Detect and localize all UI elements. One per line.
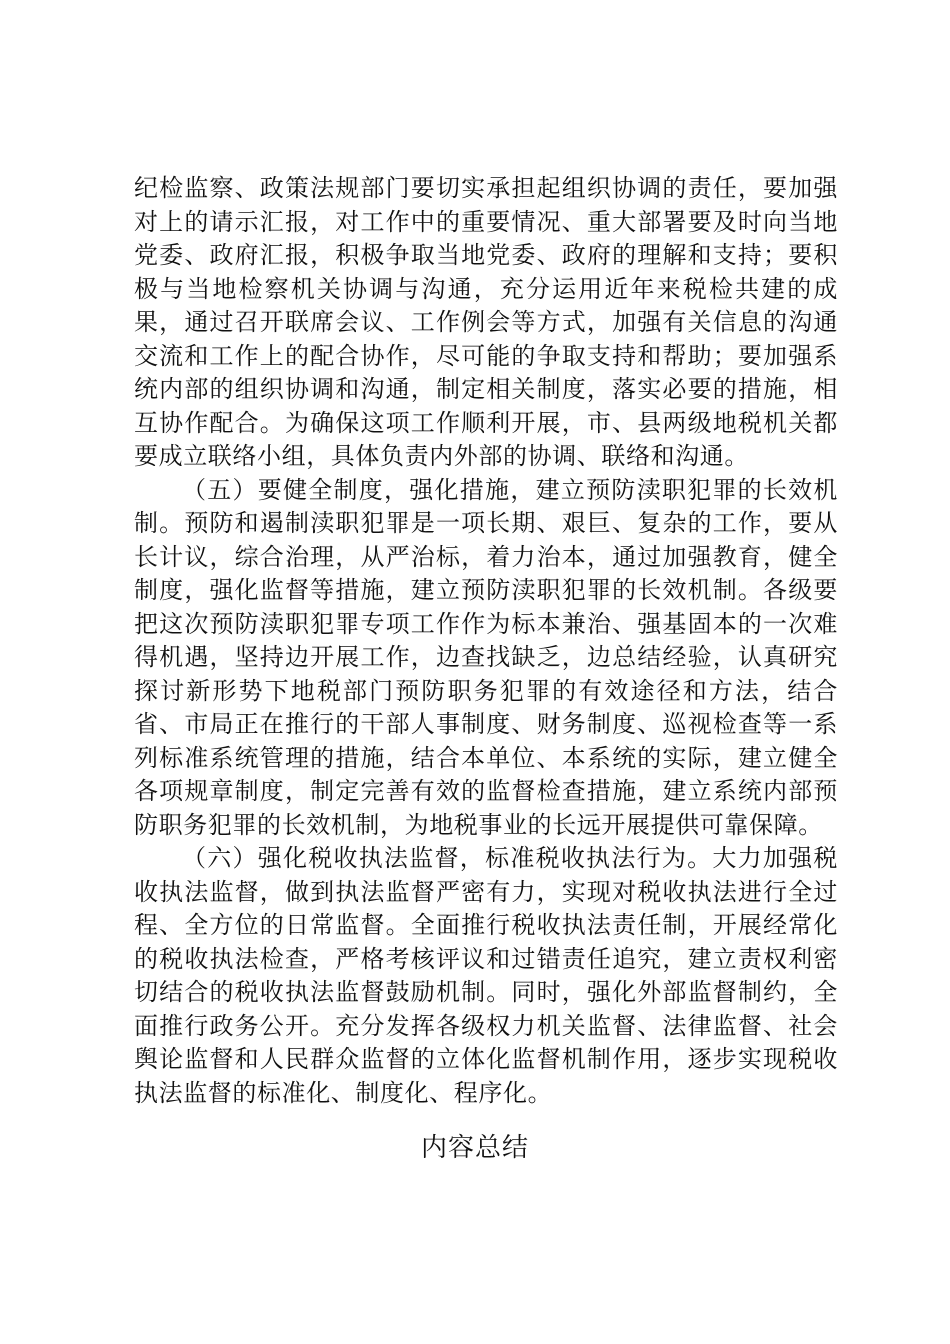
paragraph-section-five: （五）要健全制度，强化措施，建立预防渎职犯罪的长效机制。预防和遏制渎职犯罪是一项长期、艰巨、复杂的工作，要从长计议，综合治理，从严治标，着力治本，通过加强教育，健全制度，强化监督等措施，建立预防渎职犯罪的长效机制。各级要把这次预防渎职犯罪专项工作作为标本兼治、强基固本的一次难得机遇，坚持边开展工作，边查找缺乏，边总结经验，认真研究探讨新形势下地税部门预防职务犯罪的有效途径和方法，结合省、市局正在推行的干部人事制度、财务制度、巡视检查等一系列标准系统管理的措施，结合本单位、本系统的实际，建立健全各项规章制度，制定完善有效的监督检查措施，建立系统内部预防职务犯罪的长效机制，为地税事业的长远开展提供可靠保障。 xyxy=(134,475,838,839)
document-body xyxy=(134,172,838,1110)
summary-heading: 内容总结 xyxy=(420,1133,529,1163)
paragraph-section-six: （六）强化税收执法监督，标准税收执法行为。大力加强税收执法监督，做到执法监督严密有力，实现对税收执法进行全过程、全方位的日常监督。全面推行税收执法责任制，开展经常化的税收执法检查，严格考核评议和过错责任追究，建立责权利密切结合的税收执法监督鼓励机制。同时，强化外部监督制约，全面推行政务公开。充分发挥各级权力机关监督、法律监督、社会舆论监督和人民群众监督的立体化监督机制作用，逐步实现税收执法监督的标准化、制度化、程序化。 xyxy=(134,844,838,1107)
paragraph-coordination: 纪检监察、政策法规部门要切实承担起组织协调的责任，要加强对上的请示汇报，对工作中的重要情况、重大部署要及时向当地党委、政府汇报，积极争取当地党委、政府的理解和支持；要积极与当地检察机关协调与沟通，充分运用近年来税检共建的成果，通过召开联席会议、工作例会等方式，加强有关信息的沟通交流和工作上的配合协作，尽可能的争取支持和帮助；要加强系统内部的组织协调和沟通，制定相关制度，落实必要的措施，相互协作配合。为确保这项工作顺利开展，市、县两级地税机关都要成立联络小组，具体负责内外部的协调、联络和沟通。 xyxy=(134,174,838,470)
